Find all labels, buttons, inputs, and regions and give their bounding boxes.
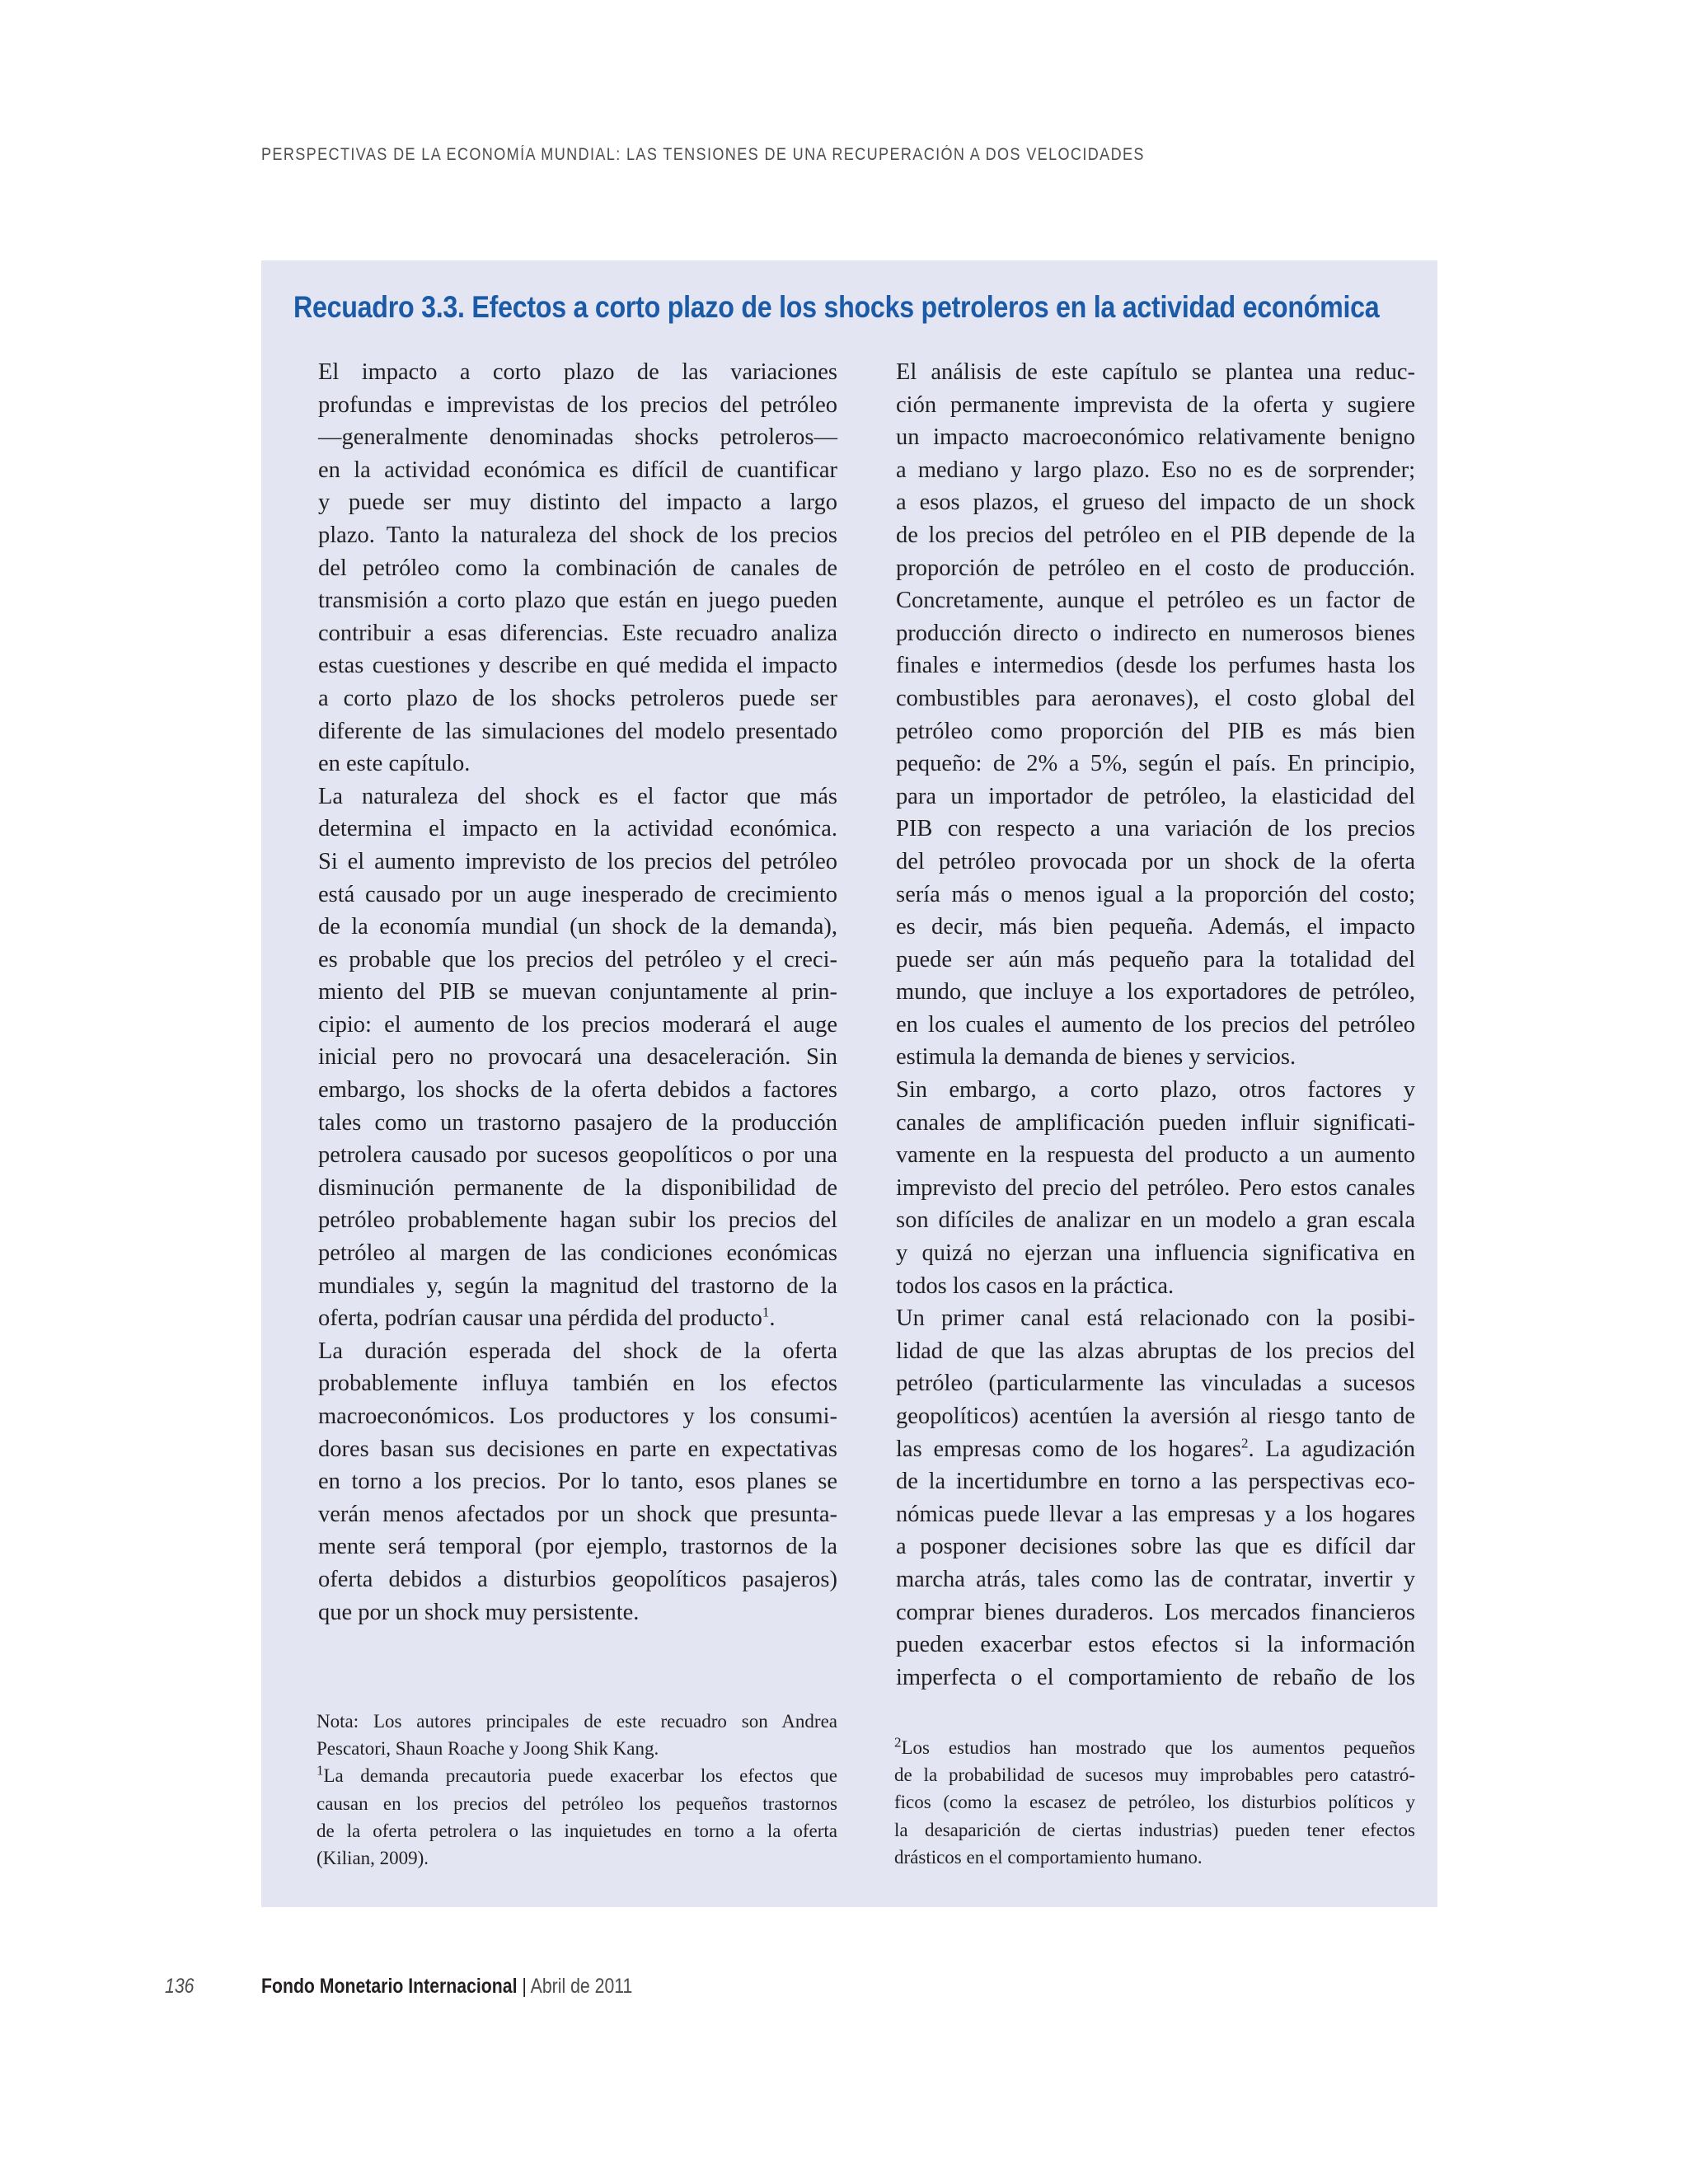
- text-line: PIB con respecto a una variación de los precios: [896, 816, 1415, 842]
- text-line: lidad de que las alzas abruptas de los precios del: [896, 1338, 1415, 1364]
- text-line: en este capítulo.: [318, 751, 471, 777]
- text-line: $^1$La demanda precautoria puede exacerbar los efectos que: [316, 1762, 837, 1787]
- text-line: petróleo probablemente hagan subir los precios del: [318, 1207, 837, 1234]
- text-line: (Kilian, 2009).: [316, 1848, 429, 1869]
- text-line: proporción de petróleo en el costo de producción.: [896, 555, 1415, 581]
- text-line: mundiales y, según la magnitud del trastorno de la: [318, 1272, 837, 1299]
- text-line: y quizá no ejerzan una influencia significativa en: [896, 1240, 1415, 1267]
- paragraph: [293, 356, 837, 780]
- text-line: causan en los precios del petróleo los pequeños trastornos: [316, 1793, 837, 1814]
- paragraph: [871, 1074, 1415, 1302]
- text-line: ción permanente imprevista de la oferta y sugiere: [896, 391, 1415, 418]
- paragraph: [293, 1335, 837, 1629]
- text-line: de la incertidumbre en torno a las perspectivas eco-: [896, 1469, 1415, 1495]
- text-line: y puede ser muy distinto del impacto a largo: [318, 490, 837, 516]
- text-line: de la oferta petrolera o las inquietudes en torno a la oferta: [316, 1820, 837, 1841]
- text-line: nómicas puede llevar a las empresas y a los hogares: [896, 1501, 1415, 1527]
- box-left-column: [293, 356, 837, 1629]
- text-line: Un primer canal está relacionado con la posibi-: [896, 1305, 1415, 1332]
- text-line: mundo, que incluye a los exportadores de petróleo,: [896, 979, 1415, 1005]
- text-line: petróleo (particularmente las vinculadas a sucesos: [896, 1371, 1415, 1397]
- box-title: Recuadro 3.3. Efectos a corto plazo de los shocks petroleros en la actividad económica: [293, 290, 1380, 324]
- text-line: comprar bienes duraderos. Los mercados financieros: [896, 1599, 1415, 1625]
- text-line: canales de amplificación pueden influir significati-: [896, 1109, 1415, 1136]
- text-line: a mediano y largo plazo. Eso no es de sorprender;: [896, 457, 1415, 483]
- text-line: $^2$Los estudios han mostrado que los aumentos pequeños: [894, 1734, 1415, 1758]
- text-line: un impacto macroeconómico relativamente benigno: [896, 424, 1415, 451]
- footer-separator: |: [522, 1975, 527, 1998]
- text-line: Nota: Los autores principales de este recuadro son Andrea: [316, 1711, 837, 1732]
- footnote-2: [871, 1734, 1415, 1871]
- paragraph: [871, 356, 1415, 1074]
- text-line: de la economía mundial (un shock de la demanda),: [318, 914, 837, 940]
- text-line: puede ser aún más pequeño para la totalidad del: [896, 946, 1415, 972]
- footnote-1: [293, 1762, 837, 1872]
- text-line: El impacto a corto plazo de las variaciones: [318, 359, 837, 385]
- text-line: es decir, más bien pequeña. Además, el impacto: [896, 914, 1415, 940]
- text-line: tales como un trastorno pasajero de la producción: [318, 1109, 837, 1136]
- text-line: a posponer decisiones sobre las que es difícil dar: [896, 1534, 1415, 1560]
- publication-date: Abril de 2011: [530, 1975, 633, 1998]
- text-line: finales e intermedios (desde los perfumes hasta los: [896, 653, 1415, 679]
- text-line: probablemente influya también en los efectos: [318, 1371, 837, 1397]
- text-line: imprevisto del precio del petróleo. Pero estos canales: [896, 1174, 1415, 1201]
- box-right-column: [871, 356, 1415, 1694]
- footnotes-right: [871, 1734, 1415, 1871]
- text-line: la desaparición de ciertas industrias) pueden tener efectos: [894, 1819, 1415, 1840]
- text-line: embargo, los shocks de la oferta debidos a factores: [318, 1077, 837, 1104]
- text-line: oferta, podrían causar una pérdida del producto$^1$.: [318, 1304, 776, 1332]
- text-line: petróleo como proporción del PIB es más bien: [896, 718, 1415, 744]
- text-line: plazo. Tanto la naturaleza del shock de los precios: [318, 522, 837, 548]
- text-line: en los cuales el aumento de los precios del petróleo: [896, 1011, 1415, 1038]
- publisher-name: Fondo Monetario Internacional: [261, 1975, 518, 1998]
- text-line: vamente en la respuesta del producto a un aumento: [896, 1142, 1415, 1169]
- text-line: que por un shock muy persistente.: [318, 1599, 640, 1625]
- box-note: [293, 1708, 837, 1762]
- text-line: petrolera causado por sucesos geopolíticos o por una: [318, 1142, 837, 1169]
- text-line: está causado por un auge inesperado de crecimiento: [318, 881, 837, 907]
- text-line: La naturaleza del shock es el factor que más: [318, 783, 837, 809]
- text-line: del petróleo como la combinación de canales de: [318, 555, 837, 581]
- text-line: disminución permanente de la disponibilidad de: [318, 1174, 837, 1201]
- text-line: para un importador de petróleo, la elasticidad del: [896, 783, 1415, 809]
- footnote-mark: 2: [894, 1734, 902, 1750]
- text-line: oferta debidos a disturbios geopolíticos pasajeros): [318, 1566, 837, 1592]
- running-head: PERSPECTIVAS DE LA ECONOMÍA MUNDIAL: LAS TENSIONES DE UNA RECUPERACIÓN A DOS VELOCIDADES: [261, 145, 1145, 164]
- text-line: mente será temporal (por ejemplo, trastornos de la: [318, 1534, 837, 1560]
- text-line: pequeño: de 2% a 5%, según el país. En principio,: [896, 751, 1415, 777]
- text-line: —generalmente denominadas shocks petroleros—: [318, 424, 837, 451]
- text-line: El análisis de este capítulo se plantea una reduc-: [896, 359, 1415, 385]
- footnote-mark: 1: [316, 1762, 324, 1779]
- text-line: diferente de las simulaciones del modelo presentado: [318, 718, 837, 744]
- paragraph: [871, 1302, 1415, 1694]
- paragraph: [293, 780, 837, 1335]
- text-line: del petróleo provocada por un shock de la oferta: [896, 848, 1415, 874]
- text-line: Concretamente, aunque el petróleo es un factor de: [896, 588, 1415, 614]
- text-line: dores basan sus decisiones en parte en expectativas: [318, 1436, 837, 1462]
- text-line: marcha atrás, tales como las de contratar, invertir y: [896, 1566, 1415, 1592]
- footnote-ref: 2: [1240, 1435, 1249, 1451]
- page-number: 136: [165, 1975, 195, 1998]
- text-line: profundas e imprevistas de los precios del petróleo: [318, 391, 837, 418]
- text-line: determina el impacto en la actividad económica.: [318, 816, 837, 842]
- text-line: producción directo o indirecto en numerosos bienes: [896, 620, 1415, 646]
- footnotes-left: [293, 1708, 837, 1872]
- text-line: las empresas como de los hogares$^2$. La agudización: [896, 1435, 1415, 1462]
- text-line: inicial pero no provocará una desaceleración. Sin: [318, 1044, 837, 1071]
- text-line: ficos (como la escasez de petróleo, los disturbios políticos y: [894, 1792, 1415, 1813]
- footnote-ref: 1: [762, 1304, 770, 1320]
- text-line: de la probabilidad de sucesos muy improbables pero catastró-: [894, 1765, 1415, 1786]
- text-line: estimula la demanda de bienes y servicios.: [896, 1044, 1296, 1071]
- text-line: contribuir a esas diferencias. Este recuadro analiza: [318, 620, 837, 646]
- text-line: La duración esperada del shock de la oferta: [318, 1338, 837, 1364]
- text-line: macroeconómicos. Los productores y los consumi-: [318, 1404, 837, 1429]
- text-line: cipio: el aumento de los precios moderará el auge: [318, 1011, 837, 1038]
- text-line: miento del PIB se muevan conjuntamente al prin-: [318, 979, 837, 1005]
- text-line: Si el aumento imprevisto de los precios del petróleo: [318, 848, 837, 874]
- text-line: transmisión a corto plazo que están en juego pueden: [318, 588, 837, 614]
- text-line: en la actividad económica es difícil de cuantificar: [318, 457, 837, 483]
- text-line: todos los casos en la práctica.: [896, 1272, 1175, 1299]
- text-line: geopolíticos) acentúen la aversión al riesgo tanto de: [896, 1404, 1415, 1429]
- text-line: en torno a los precios. Por lo tanto, esos planes se: [318, 1469, 837, 1495]
- text-line: estas cuestiones y describe en qué medida el impacto: [318, 653, 837, 679]
- text-line: a corto plazo de los shocks petroleros puede ser: [318, 685, 837, 711]
- text-line: sería más o menos igual a la proporción del costo;: [896, 881, 1415, 907]
- text-line: petróleo al margen de las condiciones económicas: [318, 1240, 837, 1267]
- text-line: Pescatori, Shaun Roache y Joong Shik Kang.: [316, 1738, 659, 1760]
- text-line: es probable que los precios del petróleo y el creci-: [318, 946, 837, 972]
- text-line: drásticos en el comportamiento humano.: [894, 1846, 1203, 1868]
- text-line: imperfecta o el comportamiento de rebaño de los: [896, 1664, 1415, 1690]
- text-line: combustibles para aeronaves), el costo global del: [896, 685, 1415, 711]
- text-line: pueden exacerbar estos efectos si la información: [896, 1632, 1415, 1658]
- text-line: de los precios del petróleo en el PIB depende de la: [896, 522, 1415, 548]
- text-line: son difíciles de analizar en un modelo a gran escala: [896, 1207, 1415, 1234]
- text-line: verán menos afectados por un shock que presunta-: [318, 1501, 837, 1527]
- text-line: a esos plazos, el grueso del impacto de un shock: [896, 490, 1415, 516]
- footer-publisher: [261, 1975, 632, 2008]
- text-line: Sin embargo, a corto plazo, otros factores y: [896, 1077, 1415, 1104]
